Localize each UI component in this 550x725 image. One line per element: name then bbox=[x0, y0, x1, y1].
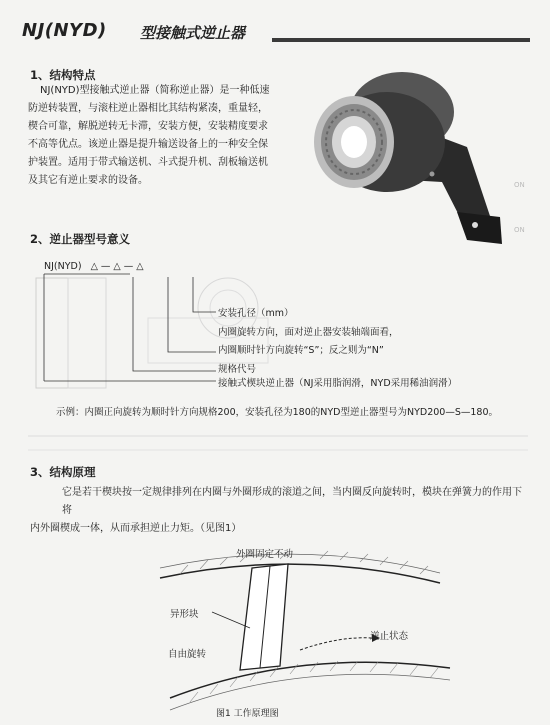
explanation-direction-1: 内圈旋转方向，面对逆止器安装轴端面看， bbox=[218, 327, 399, 338]
working-principle-drawing bbox=[140, 538, 460, 713]
section-1-heading: 1、结构特点 bbox=[30, 68, 96, 82]
explanation-direction-2: 内圈顺时针方向旋转“S”；反之则为“N” bbox=[218, 345, 384, 356]
figure-label-outer: 外圈固定不动 bbox=[236, 549, 294, 560]
svg-text:ON: ON bbox=[514, 226, 525, 234]
section-1-line: 防逆转装置，与滚柱逆止器相比其结构紧凑，重量轻， bbox=[28, 103, 268, 114]
section-1-line: 及其它有逆止要求的设备。 bbox=[28, 175, 148, 186]
figure-label-free: 自由旋转 bbox=[168, 649, 207, 660]
section-2-heading: 2、逆止器型号意义 bbox=[30, 232, 131, 246]
figure-label-wedge: 异形块 bbox=[170, 609, 199, 620]
section-3-line: 内外圈楔成一体，从而承担逆止力矩。（见图1） bbox=[30, 523, 242, 534]
section-1-line: 不高等优点。该逆止器是提升输送设备上的一种安全保 bbox=[28, 139, 268, 150]
explanation-bore: 安装孔径（mm） bbox=[218, 308, 294, 319]
figure-label-reverse: 逆止状态 bbox=[370, 631, 409, 642]
working-principle-figure bbox=[140, 538, 460, 713]
section-1-line: NJ(NYD)型接触式逆止器（简称逆止器）是一种低速 bbox=[40, 85, 270, 96]
explanation-type: 接触式楔块逆止器（NJ采用脂润滑，NYD采用稀油润滑） bbox=[218, 378, 458, 389]
model-code-prefix: NJ(NYD) bbox=[44, 261, 82, 272]
section-3-heading: 3、结构原理 bbox=[30, 465, 96, 479]
section-1-line: 楔合可靠，解脱逆转无卡滞，安装方便，安装精度要求 bbox=[28, 121, 268, 132]
model-code-tail: △ — △ — △ bbox=[90, 261, 144, 272]
model-code bbox=[44, 261, 144, 272]
page-subtitle: 型接触式逆止器 bbox=[140, 24, 246, 42]
page-title: NJ(NYD) bbox=[22, 20, 107, 41]
section-3-body bbox=[30, 484, 524, 538]
background-table-ghost bbox=[28, 432, 528, 462]
section-1-line: 护装置。适用于带式输送机、斗式提升机、刮板输送机 bbox=[28, 157, 268, 168]
model-code-diagram bbox=[28, 258, 528, 398]
section-3-line: 它是若干楔块按一定规律排列在内圈与外圈形成的滚道之间，当内圈反向旋转时，模块在弹簧力的作用下将 bbox=[62, 487, 522, 516]
figure-caption: 图1 工作原理图 bbox=[216, 709, 279, 719]
svg-text:ON: ON bbox=[514, 181, 525, 189]
explanation-spec: 规格代号 bbox=[218, 364, 257, 375]
model-example: 示例：内圈正向旋转为顺时针方向规格200，安装孔径为180的NYD型逆止器型号为NYD200—S—180。 bbox=[56, 407, 499, 418]
section-1-body bbox=[28, 82, 308, 190]
product-photo bbox=[292, 62, 540, 254]
title-rule bbox=[272, 38, 530, 42]
